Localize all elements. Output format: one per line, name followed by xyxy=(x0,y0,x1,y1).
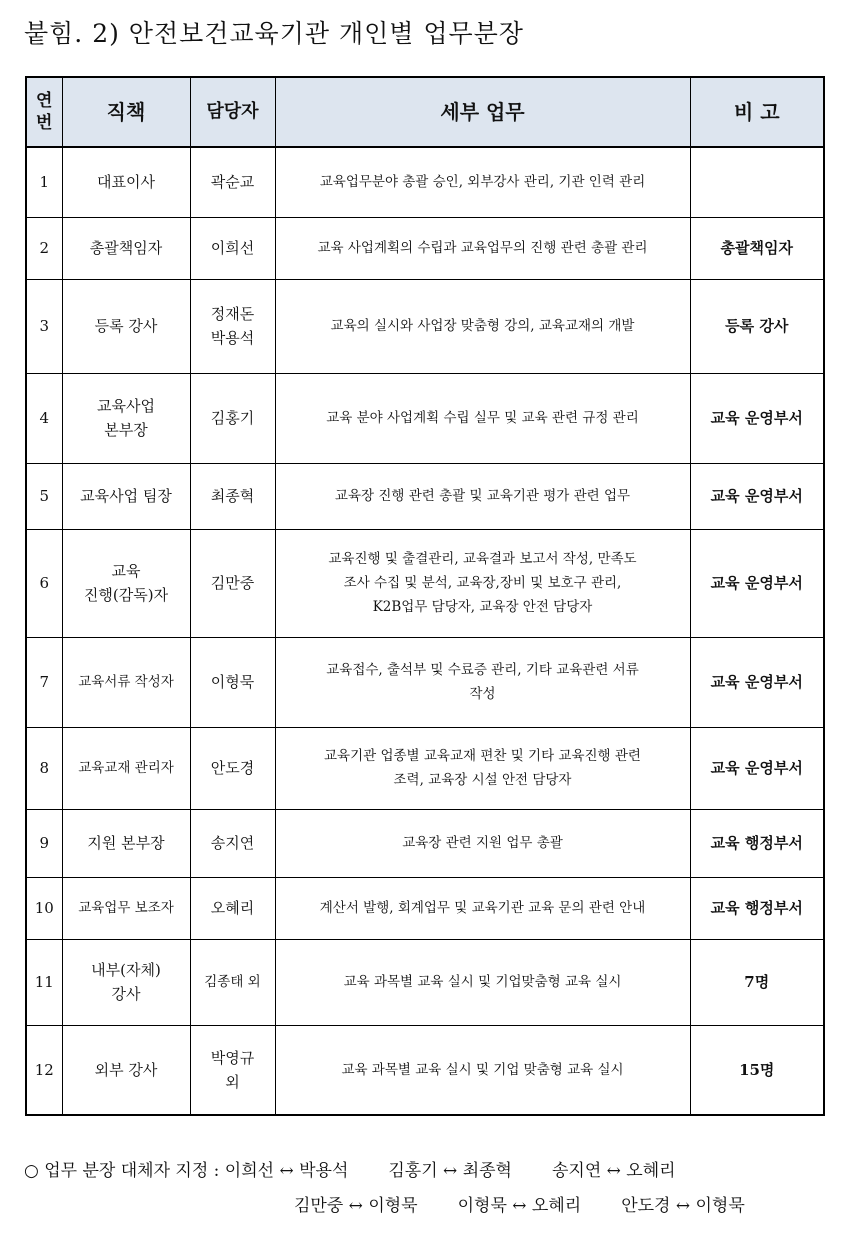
task-cell-line: 계산서 발행, 회계업무 및 교육기관 교육 문의 관련 안내 xyxy=(319,900,646,916)
header-num-line-2: 번 xyxy=(36,113,53,133)
table-row xyxy=(26,147,824,217)
role-cell-line: 진행(감독)자 xyxy=(83,586,169,604)
table-row xyxy=(26,529,824,637)
person-cell-line: 곽순교 xyxy=(210,173,255,192)
remark-cell: 교육 운영부서 xyxy=(690,529,824,637)
row-number: 11 xyxy=(26,939,62,1025)
table-row xyxy=(26,1025,824,1115)
person-cell xyxy=(190,529,275,637)
person-cell-line: 정재돈 xyxy=(210,305,255,323)
row-number: 5 xyxy=(26,463,62,529)
person-cell xyxy=(190,877,275,939)
substitute-line-2 xyxy=(294,1191,745,1216)
task-cell xyxy=(275,373,690,463)
task-cell-line: 교육장 진행 관련 총괄 및 교육기관 평가 관련 업무 xyxy=(334,488,631,504)
table-row xyxy=(26,809,824,877)
person-cell-line: 박영규 xyxy=(210,1048,255,1067)
header-role: 직책 xyxy=(62,77,190,147)
role-cell-line: 외부 강사 xyxy=(94,1060,158,1079)
row-number: 4 xyxy=(26,373,62,463)
remark-cell: 교육 운영부서 xyxy=(690,463,824,529)
substitute-pair: ○ 업무 분장 대체자 지정 : 이희선 ↔ 박용석 xyxy=(24,1161,349,1181)
header-task: 세부 업무 xyxy=(275,77,690,147)
person-cell xyxy=(190,373,275,463)
role-cell-line: 강사 xyxy=(111,985,141,1003)
remark-cell: 교육 운영부서 xyxy=(690,373,824,463)
role-cell xyxy=(62,877,190,939)
row-number: 9 xyxy=(26,809,62,877)
row-number: 3 xyxy=(26,279,62,373)
header-num xyxy=(26,77,62,147)
remark-cell: 등록 강사 xyxy=(690,279,824,373)
substitute-pair: 이형묵 ↔ 오혜리 xyxy=(457,1196,582,1216)
header-person: 담당자 xyxy=(190,77,275,147)
person-cell xyxy=(190,147,275,217)
substitute-pair: 김홍기 ↔ 최종혁 xyxy=(388,1161,512,1181)
task-cell-line: 교육 분야 사업계획 수립 실무 및 교육 관련 규정 관리 xyxy=(326,410,639,426)
task-cell-line: 교육의 실시와 사업장 맞춤형 강의, 교육교재의 개발 xyxy=(330,318,635,334)
role-cell-line: 교육업무 보조자 xyxy=(78,900,174,916)
person-cell xyxy=(190,939,275,1025)
task-cell-line: 교육 사업계획의 수립과 교육업무의 진행 관련 총괄 관리 xyxy=(317,240,648,256)
row-number: 12 xyxy=(26,1025,62,1115)
table-row xyxy=(26,279,824,373)
task-cell-line: 작성 xyxy=(469,686,496,702)
role-cell xyxy=(62,217,190,279)
table-row xyxy=(26,373,824,463)
task-cell-line: 교육 과목별 교육 실시 및 기업 맞춤형 교육 실시 xyxy=(341,1061,624,1078)
role-cell-line: 교육사업 팀장 xyxy=(80,487,172,505)
role-cell-line: 교육교재 관리자 xyxy=(78,760,174,776)
task-cell-line: 교육장 관련 지원 업무 총괄 xyxy=(402,835,563,851)
person-cell xyxy=(190,279,275,373)
row-number: 1 xyxy=(26,147,62,217)
row-number: 2 xyxy=(26,217,62,279)
remark-cell: 15명 xyxy=(690,1025,824,1115)
task-cell-line: 교육기관 업종별 교육교재 편찬 및 기타 교육진행 관련 xyxy=(324,748,641,764)
substitute-pair: 김만중 ↔ 이형묵 xyxy=(294,1196,418,1216)
row-number: 10 xyxy=(26,877,62,939)
role-cell xyxy=(62,727,190,809)
task-cell xyxy=(275,1025,690,1115)
role-cell-line: 교육 xyxy=(111,562,141,580)
role-cell xyxy=(62,809,190,877)
row-number: 6 xyxy=(26,529,62,637)
role-cell-line: 교육서류 작성자 xyxy=(78,674,174,690)
table-row xyxy=(26,727,824,809)
role-cell-line: 내부(자체) xyxy=(91,961,161,979)
person-cell-line: 이형묵 xyxy=(210,673,255,691)
person-cell xyxy=(190,1025,275,1115)
task-cell-line: 교육진행 및 출결관리, 교육결과 보고서 작성, 만족도 xyxy=(328,551,637,567)
person-cell-line: 오혜리 xyxy=(210,899,255,917)
role-cell xyxy=(62,939,190,1025)
remark-cell: 교육 운영부서 xyxy=(690,727,824,809)
task-cell xyxy=(275,529,690,637)
person-cell-line: 최종혁 xyxy=(210,487,255,505)
header-num-line-1: 연 xyxy=(36,91,53,111)
task-cell xyxy=(275,877,690,939)
substitute-line-1 xyxy=(24,1156,676,1181)
table-row xyxy=(26,637,824,727)
page-title: 붙힘. 2) 안전보건교육기관 개인별 업무분장 xyxy=(24,19,524,48)
person-cell-line: 김홍기 xyxy=(210,409,255,427)
person-cell-line: 송지연 xyxy=(210,834,255,852)
role-cell xyxy=(62,463,190,529)
substitute-pair: 안도경 ↔ 이형묵 xyxy=(621,1196,745,1216)
table-body xyxy=(26,147,824,1115)
task-cell-line: 조사 수집 및 분석, 교육장,장비 및 보호구 관리, xyxy=(343,575,622,591)
task-cell xyxy=(275,147,690,217)
task-cell xyxy=(275,727,690,809)
person-cell-line: 김종태 외 xyxy=(204,974,261,990)
remark-cell: 교육 운영부서 xyxy=(690,637,824,727)
task-cell-line: 교육 과목별 교육 실시 및 기업맞춤형 교육 실시 xyxy=(343,974,622,990)
task-cell-line: 조력, 교육장 시설 안전 담당자 xyxy=(393,772,572,788)
table-row xyxy=(26,939,824,1025)
person-cell xyxy=(190,463,275,529)
task-cell xyxy=(275,279,690,373)
role-cell-line: 교육사업 xyxy=(97,397,155,415)
row-number: 8 xyxy=(26,727,62,809)
role-cell xyxy=(62,279,190,373)
remark-cell: 교육 행정부서 xyxy=(690,809,824,877)
role-cell-line: 총괄책임자 xyxy=(89,239,163,257)
role-cell xyxy=(62,529,190,637)
role-cell-line: 지원 본부장 xyxy=(87,834,165,852)
person-cell xyxy=(190,217,275,279)
substitute-pair: 송지연 ↔ 오혜리 xyxy=(551,1161,676,1181)
person-cell-line: 김만중 xyxy=(210,574,255,592)
role-cell xyxy=(62,147,190,217)
header-remark: 비 고 xyxy=(690,77,824,147)
person-cell-line: 안도경 xyxy=(210,759,255,777)
table-header-row xyxy=(26,77,824,147)
person-cell-line: 이희선 xyxy=(210,239,255,257)
table-row xyxy=(26,463,824,529)
table-row xyxy=(26,217,824,279)
task-cell xyxy=(275,809,690,877)
remark-cell: 7명 xyxy=(690,939,824,1025)
remark-cell: 총괄책임자 xyxy=(690,217,824,279)
task-cell xyxy=(275,637,690,727)
task-cell-line: K2B업무 담당자, 교육장 안전 담당자 xyxy=(372,599,593,615)
remark-cell xyxy=(690,147,824,217)
person-cell xyxy=(190,809,275,877)
role-cell-line: 본부장 xyxy=(104,421,148,439)
person-cell xyxy=(190,727,275,809)
role-cell xyxy=(62,1025,190,1115)
duty-table xyxy=(25,76,825,1116)
task-cell-line: 교육업무분야 총괄 승인, 외부강사 관리, 기관 인력 관리 xyxy=(319,174,646,191)
table-row xyxy=(26,877,824,939)
row-number: 7 xyxy=(26,637,62,727)
person-cell-line: 외 xyxy=(225,1072,240,1091)
person-cell xyxy=(190,637,275,727)
task-cell xyxy=(275,939,690,1025)
task-cell xyxy=(275,463,690,529)
role-cell-line: 등록 강사 xyxy=(94,317,158,335)
person-cell-line: 박용석 xyxy=(210,329,255,347)
task-cell xyxy=(275,217,690,279)
task-cell-line: 교육접수, 출석부 및 수료증 관리, 기타 교육관련 서류 xyxy=(326,662,639,678)
role-cell xyxy=(62,637,190,727)
remark-cell: 교육 행정부서 xyxy=(690,877,824,939)
role-cell xyxy=(62,373,190,463)
role-cell-line: 대표이사 xyxy=(97,173,155,192)
